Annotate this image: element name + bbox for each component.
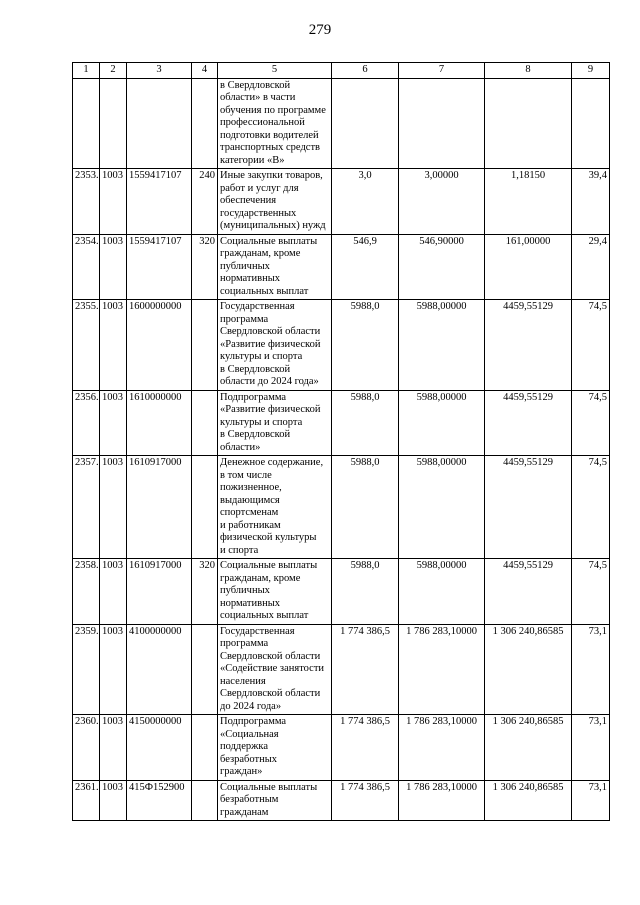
section-code-cell: 1003 — [100, 780, 127, 821]
execution-percent-cell: 74,5 — [572, 390, 610, 456]
budget-table — [72, 62, 610, 821]
revised-amount-cell: 1 786 283,10000 — [399, 624, 485, 715]
approved-amount-cell: 1 774 386,5 — [332, 715, 399, 781]
item-name-cell: Социальные выплаты безработным гражданам — [218, 780, 332, 821]
item-name-cell: Социальные выплаты гражданам, кроме публичных нормативных социальных выплат — [218, 559, 332, 625]
table-row — [73, 780, 610, 821]
approved-amount-cell: 3,0 — [332, 169, 399, 235]
execution-percent-cell: 73,1 — [572, 624, 610, 715]
table-row — [73, 715, 610, 781]
execution-percent-cell: 29,4 — [572, 234, 610, 300]
expense-type-code-cell: 240 — [192, 169, 218, 235]
table-row — [73, 300, 610, 391]
revised-amount-cell: 5988,00000 — [399, 559, 485, 625]
executed-amount-cell: 4459,55129 — [485, 456, 572, 559]
expense-type-code-cell — [192, 780, 218, 821]
section-code-cell: 1003 — [100, 300, 127, 391]
section-code-cell: 1003 — [100, 234, 127, 300]
table-row — [73, 234, 610, 300]
column-header-4: 4 — [192, 63, 218, 79]
table-row — [73, 78, 610, 169]
row-number-cell: 2354. — [73, 234, 100, 300]
row-number-cell: 2357. — [73, 456, 100, 559]
item-name-cell: Государственная программа Свердловской области «Развитие физической культуры и спорта в Свердловской области до 2024 года» — [218, 300, 332, 391]
row-number-cell: 2353. — [73, 169, 100, 235]
approved-amount-cell: 5988,0 — [332, 300, 399, 391]
section-code-cell: 1003 — [100, 456, 127, 559]
execution-percent-cell — [572, 78, 610, 169]
row-number-cell: 2360. — [73, 715, 100, 781]
item-name-cell: Подпрограмма «Социальная поддержка безработных граждан» — [218, 715, 332, 781]
section-code-cell: 1003 — [100, 169, 127, 235]
revised-amount-cell: 546,90000 — [399, 234, 485, 300]
revised-amount-cell: 5988,00000 — [399, 456, 485, 559]
table-row — [73, 456, 610, 559]
target-code-cell: 1559417107 — [127, 234, 192, 300]
table-row — [73, 624, 610, 715]
section-code-cell — [100, 78, 127, 169]
approved-amount-cell: 1 774 386,5 — [332, 624, 399, 715]
executed-amount-cell — [485, 78, 572, 169]
approved-amount-cell: 5988,0 — [332, 390, 399, 456]
expense-type-code-cell: 320 — [192, 234, 218, 300]
item-name-cell: Государственная программа Свердловской области «Содействие занятости населения Свердловской области до 2024 года» — [218, 624, 332, 715]
target-code-cell: 415Ф152900 — [127, 780, 192, 821]
execution-percent-cell: 73,1 — [572, 780, 610, 821]
executed-amount-cell: 161,00000 — [485, 234, 572, 300]
column-header-1: 1 — [73, 63, 100, 79]
executed-amount-cell: 4459,55129 — [485, 300, 572, 391]
item-name-cell: Денежное содержание, в том числе пожизненное, выдающимся спортсменам и работникам физической культуры и спорта — [218, 456, 332, 559]
row-number-cell: 2356. — [73, 390, 100, 456]
revised-amount-cell: 1 786 283,10000 — [399, 715, 485, 781]
expense-type-code-cell — [192, 78, 218, 169]
executed-amount-cell: 1 306 240,86585 — [485, 715, 572, 781]
page-number: 279 — [308, 22, 332, 38]
execution-percent-cell: 39,4 — [572, 169, 610, 235]
expense-type-code-cell — [192, 300, 218, 391]
target-code-cell: 1610917000 — [127, 559, 192, 625]
table-row — [73, 390, 610, 456]
expense-type-code-cell: 320 — [192, 559, 218, 625]
target-code-cell: 1600000000 — [127, 300, 192, 391]
expense-type-code-cell — [192, 390, 218, 456]
execution-percent-cell: 74,5 — [572, 300, 610, 391]
table-body — [73, 78, 610, 821]
approved-amount-cell — [332, 78, 399, 169]
target-code-cell: 4100000000 — [127, 624, 192, 715]
target-code-cell: 1559417107 — [127, 169, 192, 235]
section-code-cell: 1003 — [100, 715, 127, 781]
revised-amount-cell: 5988,00000 — [399, 390, 485, 456]
row-number-cell: 2361. — [73, 780, 100, 821]
section-code-cell: 1003 — [100, 390, 127, 456]
revised-amount-cell: 3,00000 — [399, 169, 485, 235]
revised-amount-cell — [399, 78, 485, 169]
target-code-cell — [127, 78, 192, 169]
column-header-9: 9 — [572, 63, 610, 79]
column-header-5: 5 — [218, 63, 332, 79]
execution-percent-cell: 73,1 — [572, 715, 610, 781]
revised-amount-cell: 5988,00000 — [399, 300, 485, 391]
approved-amount-cell: 5988,0 — [332, 559, 399, 625]
table-row — [73, 169, 610, 235]
approved-amount-cell: 1 774 386,5 — [332, 780, 399, 821]
column-header-2: 2 — [100, 63, 127, 79]
approved-amount-cell: 546,9 — [332, 234, 399, 300]
executed-amount-cell: 4459,55129 — [485, 390, 572, 456]
target-code-cell: 4150000000 — [127, 715, 192, 781]
column-header-6: 6 — [332, 63, 399, 79]
column-header-3: 3 — [127, 63, 192, 79]
execution-percent-cell: 74,5 — [572, 559, 610, 625]
item-name-cell: Подпрограмма «Развитие физической культуры и спорта в Свердловской области» — [218, 390, 332, 456]
executed-amount-cell: 1 306 240,86585 — [485, 624, 572, 715]
row-number-cell: 2355. — [73, 300, 100, 391]
expense-type-code-cell — [192, 456, 218, 559]
row-number-cell: 2359. — [73, 624, 100, 715]
section-code-cell: 1003 — [100, 559, 127, 625]
executed-amount-cell: 1,18150 — [485, 169, 572, 235]
table-header-row — [73, 63, 610, 79]
executed-amount-cell: 4459,55129 — [485, 559, 572, 625]
target-code-cell: 1610917000 — [127, 456, 192, 559]
expense-type-code-cell — [192, 624, 218, 715]
section-code-cell: 1003 — [100, 624, 127, 715]
row-number-cell: 2358. — [73, 559, 100, 625]
item-name-cell: Социальные выплаты гражданам, кроме публичных нормативных социальных выплат — [218, 234, 332, 300]
revised-amount-cell: 1 786 283,10000 — [399, 780, 485, 821]
executed-amount-cell: 1 306 240,86585 — [485, 780, 572, 821]
approved-amount-cell: 5988,0 — [332, 456, 399, 559]
target-code-cell: 1610000000 — [127, 390, 192, 456]
item-name-cell: в Свердловской области» в части обучения по программе профессиональной подготовки водителей транспортных средств категории «В» — [218, 78, 332, 169]
table-row — [73, 559, 610, 625]
column-header-8: 8 — [485, 63, 572, 79]
expense-type-code-cell — [192, 715, 218, 781]
item-name-cell: Иные закупки товаров, работ и услуг для обеспечения государственных (муниципальных) нужд — [218, 169, 332, 235]
execution-percent-cell: 74,5 — [572, 456, 610, 559]
column-header-7: 7 — [399, 63, 485, 79]
row-number-cell — [73, 78, 100, 169]
